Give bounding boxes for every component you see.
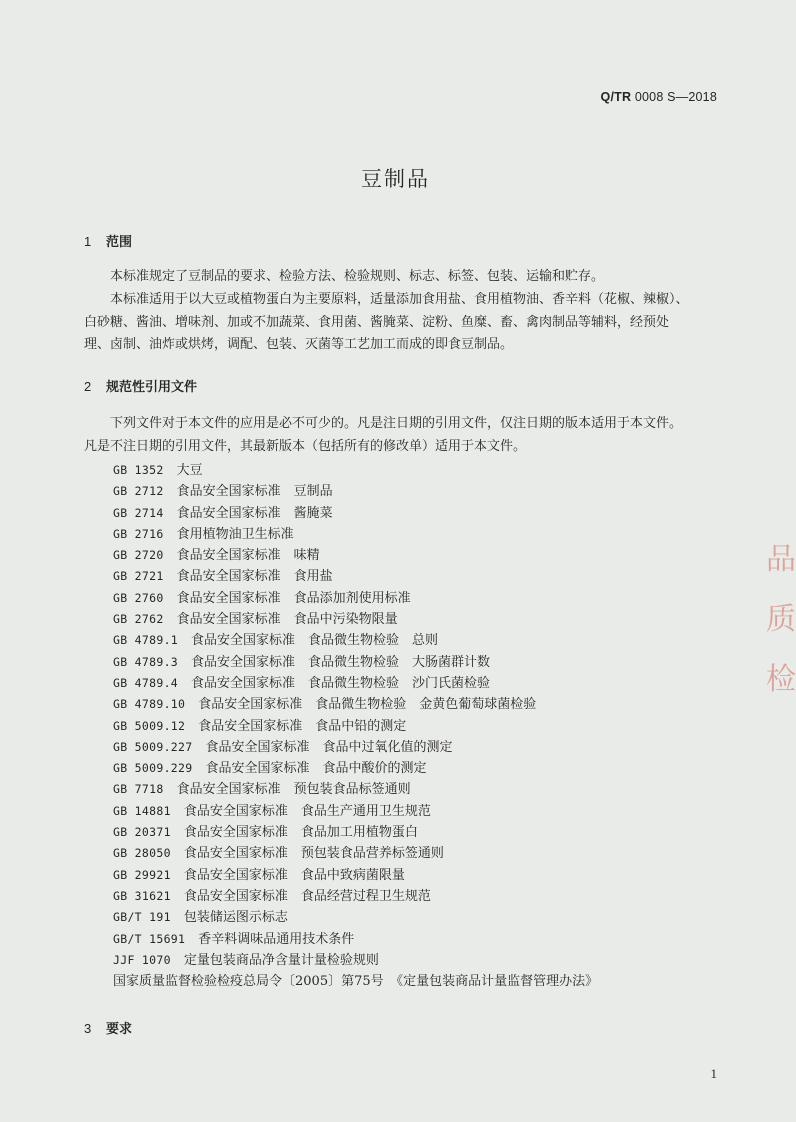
reference-item: [113, 907, 598, 928]
standard-prefix: Q/TR: [600, 90, 632, 104]
reference-title: 食品安全国家标准 食品中过氧化值的测定: [205, 739, 453, 755]
reference-code: GB 2762: [113, 612, 164, 627]
reference-code: GB 14881: [113, 803, 171, 818]
reference-item: [113, 609, 598, 630]
scope-line: 本标准规定了豆制品的要求、检验方法、检验规则、标志、标签、包装、运输和贮存。: [110, 269, 605, 284]
reference-item: [113, 737, 598, 758]
reference-item: [113, 971, 598, 992]
reference-item: [113, 566, 598, 587]
reference-code: GB 5009.227: [113, 739, 193, 754]
reference-item: [113, 524, 598, 545]
reference-item: [113, 481, 598, 502]
section-1-heading: [84, 231, 132, 250]
reference-item: [113, 886, 598, 907]
section-2-heading: [84, 376, 197, 395]
reference-item: [113, 758, 598, 779]
reference-title: 食品安全国家标准 食品加工用植物蛋白: [183, 825, 418, 841]
reference-code: GB 20371: [113, 825, 171, 840]
scope-paragraph-2: [84, 289, 724, 357]
reference-code: GB/T 15691: [113, 931, 186, 946]
reference-item: [113, 588, 598, 609]
reference-item: [113, 652, 598, 673]
scope-line: 白砂糖、酱油、增味剂、加或不加蔬菜、食用菌、酱腌菜、淀粉、鱼糜、畜、禽肉制品等辅料，经预处: [84, 314, 670, 330]
reference-item: [113, 694, 598, 715]
reference-item: [113, 779, 598, 800]
section-3-heading: [84, 1018, 132, 1037]
intro-line: 下列文件对于本文件的应用是必不可少的。凡是注日期的引用文件，仅注日期的版本适用于本文件。: [110, 416, 683, 431]
reference-title: 食品安全国家标准 豆制品: [176, 484, 333, 500]
reference-code: GB 28050: [113, 846, 171, 861]
reference-title: 大豆: [176, 463, 203, 478]
reference-item: [113, 801, 598, 822]
reference-title: 香辛料调味品通用技术条件: [198, 931, 355, 947]
reference-title: 食品安全国家标准 食品中污染物限量: [176, 612, 398, 628]
section-3-number: 3: [84, 1021, 92, 1036]
reference-code: GB 1352: [113, 463, 164, 477]
standard-number: 0008 S—2018: [631, 90, 717, 104]
references-intro: [84, 413, 724, 458]
reference-code: GB 4789.4: [113, 675, 179, 690]
scope-paragraph-1: [84, 266, 724, 289]
reference-title: 食用植物油卫生标准: [176, 526, 294, 542]
reference-title: 食品安全国家标准 味精: [176, 548, 320, 564]
reference-item: [113, 545, 598, 566]
reference-item: [113, 503, 598, 524]
reference-code: GB 7718: [113, 782, 164, 797]
reference-item: [113, 843, 598, 864]
reference-item: [113, 460, 598, 481]
reference-title: 包装储运图示标志: [183, 910, 288, 926]
reference-code: GB/T 191: [113, 910, 171, 925]
reference-title: 《定量包装商品计量监督管理办法》: [396, 974, 599, 990]
reference-item: [113, 673, 598, 694]
section-1-title: 范围: [106, 235, 133, 250]
reference-title: 食品安全国家标准 食品中致病菌限量: [183, 867, 405, 883]
reference-title: 食品安全国家标准 食品中酸价的测定: [205, 761, 427, 777]
reference-code: GB 2716: [113, 526, 164, 541]
reference-code: GB 4789.10: [113, 697, 186, 712]
reference-list: [113, 460, 598, 992]
reference-code: GB 2714: [113, 505, 164, 520]
section-1-number: 1: [84, 234, 92, 249]
reference-code: GB 2712: [113, 484, 164, 499]
scope-line: 理、卤制、油炸或烘烤，调配、包装、灭菌等工艺加工而成的即食豆制品。: [84, 337, 514, 352]
reference-title: 食品安全国家标准 食品微生物检验 大肠菌群计数: [191, 654, 491, 670]
reference-title: 食品安全国家标准 食品中铅的测定: [198, 718, 407, 734]
reference-code: GB 29921: [113, 867, 171, 882]
reference-title: 食品安全国家标准 食品微生物检验 金黄色葡萄球菌检验: [198, 697, 537, 713]
reference-code: GB 31621: [113, 888, 171, 903]
reference-code: GB 5009.12: [113, 718, 186, 733]
section-2-title: 规范性引用文件: [106, 380, 198, 395]
reference-item: [113, 630, 598, 651]
reference-item: [113, 950, 598, 971]
reference-title: 食品安全国家标准 食品经营过程卫生规范: [183, 888, 431, 904]
reference-item: [113, 929, 598, 950]
reference-title: 食品安全国家标准 食品添加剂使用标准: [176, 590, 411, 606]
reference-title: 食品安全国家标准 食品微生物检验 沙门氏菌检验: [191, 675, 491, 691]
standard-code: [601, 90, 717, 104]
intro-line: 凡是不注日期的引用文件，其最新版本（包括所有的修改单）适用于本文件。: [84, 438, 527, 454]
reference-code: GB 4789.3: [113, 654, 179, 669]
reference-title: 食品安全国家标准 食用盐: [176, 569, 333, 585]
reference-title: 食品安全国家标准 食品微生物检验 总则: [191, 633, 439, 649]
section-3-title: 要求: [106, 1022, 133, 1037]
reference-code: GB 2721: [113, 569, 164, 584]
reference-title: 食品安全国家标准 酱腌菜: [176, 505, 333, 521]
reference-code: GB 5009.229: [113, 761, 193, 776]
document-title: 豆制品: [361, 167, 430, 191]
reference-code: GB 2760: [113, 590, 164, 605]
reference-title: 定量包装商品净含量计量检验规则: [183, 952, 379, 968]
reference-item: [113, 716, 598, 737]
reference-code: JJF 1070: [113, 952, 171, 967]
page-number: 1: [710, 1066, 717, 1081]
reference-code: 国家质量监督检验检疫总局令〔2005〕第75号: [113, 974, 384, 990]
reference-title: 食品安全国家标准 预包装食品标签通则: [176, 782, 411, 798]
scope-line: 本标准适用于以大豆或植物蛋白为主要原料，适量添加食用盐、食用植物油、香辛料（花椒、辣椒）、: [110, 292, 689, 307]
reference-code: GB 2720: [113, 548, 164, 563]
section-2-number: 2: [84, 379, 92, 394]
reference-code: GB 4789.1: [113, 633, 179, 648]
reference-item: [113, 822, 598, 843]
reference-title: 食品安全国家标准 食品生产通用卫生规范: [183, 803, 431, 819]
red-stamp-fragment: 品 质 检: [766, 542, 796, 697]
reference-item: [113, 865, 598, 886]
reference-title: 食品安全国家标准 预包装食品营养标签通则: [183, 846, 444, 862]
